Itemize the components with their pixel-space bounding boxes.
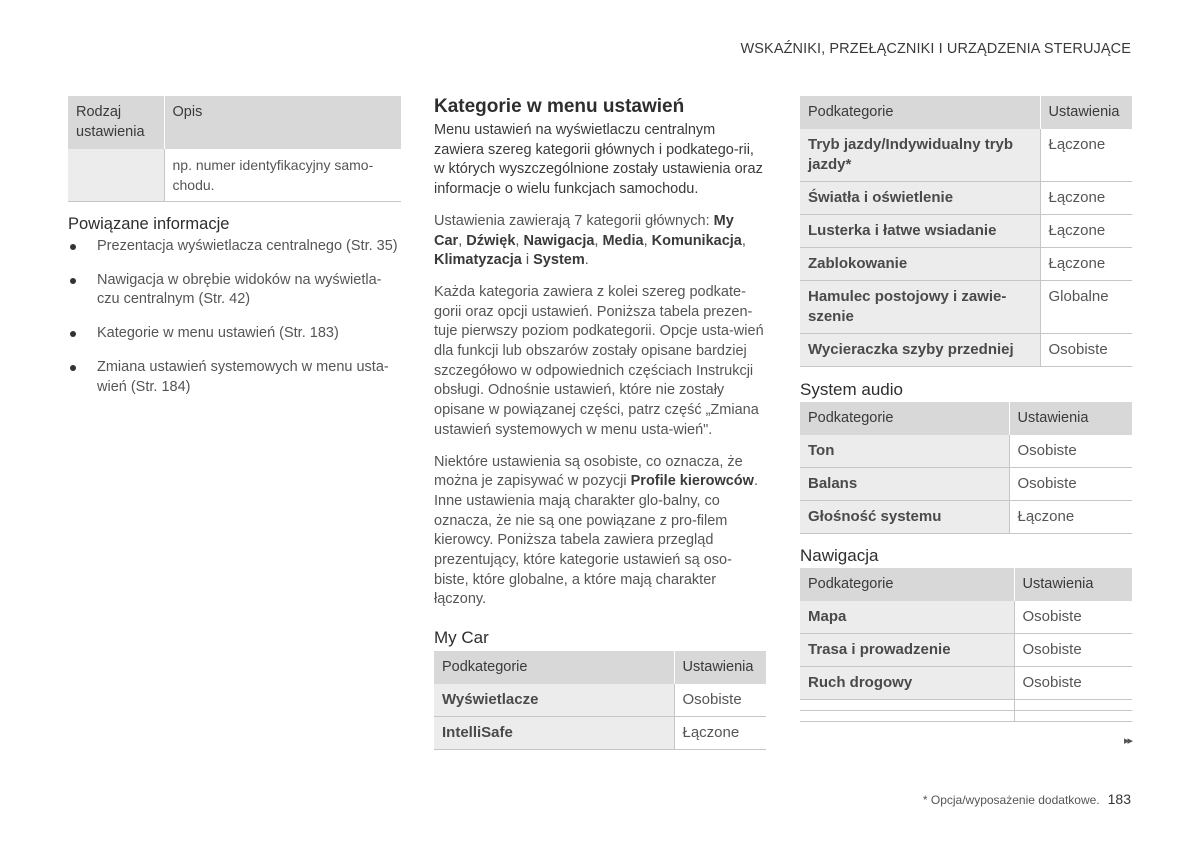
settings-cell: Osobiste (1014, 601, 1132, 634)
category-sound: Dźwięk (466, 232, 516, 249)
table-header-settings: Ustawienia (1009, 402, 1132, 435)
table-header-row (800, 402, 1132, 435)
subcategory-cell: IntelliSafe (434, 717, 674, 750)
subcategory-cell: Hamulec postojowy i zawie-szenie (800, 281, 1040, 334)
audio-heading: System audio (800, 380, 903, 399)
list-item[interactable] (68, 324, 401, 344)
table-header-settings: Ustawienia (1014, 568, 1132, 601)
subcategory-cell: Trasa i prowadzenie (800, 634, 1014, 667)
table-header-subcategory: Podkategorie (800, 402, 1009, 435)
table-row (434, 684, 766, 717)
right-column (800, 96, 1132, 722)
my-car-table (434, 651, 766, 750)
settings-cell: Osobiste (1014, 634, 1132, 667)
table-header-settings: Ustawienia (674, 651, 766, 684)
subcategory-cell (800, 711, 1014, 722)
settings-cell: Łączone (674, 717, 766, 750)
settings-cell: Osobiste (1009, 468, 1132, 501)
table-header-settings: Ustawienia (1040, 96, 1132, 129)
page-number: 183 (1107, 791, 1131, 807)
settings-cell: Łączone (1040, 215, 1132, 248)
table-row (800, 700, 1132, 711)
table-row (800, 435, 1132, 468)
category-communication: Komunikacja (651, 232, 742, 249)
table-row (800, 334, 1132, 367)
settings-cell: Osobiste (1040, 334, 1132, 367)
table-row (434, 717, 766, 750)
subcategory-cell (800, 700, 1014, 711)
subcategory-cell: Wycieraczka szyby przedniej (800, 334, 1040, 367)
left-column (68, 96, 401, 411)
category-system: System (533, 252, 585, 269)
page-footer (923, 791, 1131, 807)
settings-cell: Osobiste (674, 684, 766, 717)
table-row (800, 182, 1132, 215)
table-row (800, 711, 1132, 722)
table-row (800, 667, 1132, 700)
related-link[interactable]: Prezentacja wyświetlacza centralnego (Str. 35) (97, 238, 398, 254)
subcategory-cell: Ton (800, 435, 1009, 468)
middle-column (434, 96, 766, 750)
profiles-paragraph: Niektóre ustawienia są osobiste, co oznacza, że można je zapisywać w pozycji Profile kierowców. Inne ustawienia mają charakter glo-balny, co oznacza, że nie są one powiązane z pro-filem kierowcy. Poniższa tabela zawiera przegląd prezentujący, które kategorie ustawień są oso-biste, które globalne, a które mają charakter łączony. (434, 453, 758, 608)
subcategory-cell: Lusterka i łatwe wsiadanie (800, 215, 1040, 248)
bullet-icon (70, 244, 76, 250)
bullet-icon (70, 365, 76, 371)
related-info-heading: Powiązane informacje (68, 215, 230, 233)
category-navigation: Nawigacja (523, 232, 595, 249)
table-header-subcategory: Podkategorie (434, 651, 674, 684)
table-header-row (434, 651, 766, 684)
section-title: Kategorie w menu ustawień (434, 96, 685, 117)
driver-profiles-term: Profile kierowców (630, 473, 754, 490)
related-link[interactable]: Zmiana ustawień systemowych w menu usta-wień (Str. 184) (97, 358, 389, 395)
navigation-table (800, 568, 1132, 722)
category-my-car: My Car (434, 212, 734, 249)
table-row (800, 281, 1132, 334)
lead-paragraph: Menu ustawień na wyświetlaczu centralnym zawiera szereg kategorii głównych i podkatego-rii, w których wyszczególnione zostały ustawienia oraz informacje o wielu funkcjach samochodu. (434, 122, 763, 198)
table-cell-type (68, 149, 164, 202)
table-header-type: Rodzaj ustawienia (68, 96, 164, 149)
table-row (800, 215, 1132, 248)
table-row (800, 634, 1132, 667)
settings-cell: Łączone (1009, 501, 1132, 534)
table-header-row (68, 96, 401, 149)
list-item[interactable] (68, 358, 401, 397)
related-link[interactable]: Nawigacja w obrębie widoków na wyświetla-czu centralnym (Str. 42) (97, 271, 382, 308)
settings-cell: Osobiste (1014, 667, 1132, 700)
continue-arrow-icon: ▸▸ (1123, 735, 1131, 747)
table-cell-description: np. numer identyfikacyjny samo-chodu. (164, 149, 401, 202)
settings-type-table (68, 96, 401, 202)
subcategories-paragraph: Każda kategoria zawiera z kolei szereg podkate-gorii oraz opcji ustawień. Poniższa tabela prezen-tuje pierwszy poziom podkategorii. Opcje usta-wień dla funkcji lub obszarów zostały opisane bardziej szczegółowo w odpowiednich częściach Instrukcji obsługi. Odnośnie ustawień, które nie zostały opisane w powiązanej części, patrz część „Zmiana ustawień systemowych w menu usta-wień". (434, 283, 764, 438)
subcategory-cell: Światła i oświetlenie (800, 182, 1040, 215)
my-car-continued-table (800, 96, 1132, 367)
table-header-row (800, 568, 1132, 601)
settings-cell: Łączone (1040, 248, 1132, 281)
subcategory-cell: Ruch drogowy (800, 667, 1014, 700)
settings-cell: Globalne (1040, 281, 1132, 334)
subcategory-cell: Głośność systemu (800, 501, 1009, 534)
subcategory-cell: Zablokowanie (800, 248, 1040, 281)
audio-table (800, 402, 1132, 534)
table-header-description: Opis (164, 96, 401, 149)
related-link[interactable]: Kategorie w menu ustawień (Str. 183) (97, 325, 339, 342)
list-item[interactable] (68, 237, 401, 257)
settings-cell: Łączone (1040, 182, 1132, 215)
table-row (800, 468, 1132, 501)
bullet-icon (70, 331, 76, 337)
table-row (68, 149, 401, 202)
subcategory-cell: Wyświetlacze (434, 684, 674, 717)
table-row (800, 601, 1132, 634)
table-header-subcategory: Podkategorie (800, 568, 1014, 601)
my-car-heading: My Car (434, 628, 489, 648)
related-info-list (68, 237, 401, 397)
table-row (800, 248, 1132, 281)
table-header-row (800, 96, 1132, 129)
subcategory-cell: Tryb jazdy/Indywidualny tryb jazdy* (800, 129, 1040, 182)
category-media: Media (602, 232, 644, 249)
settings-cell (1014, 700, 1132, 711)
settings-cell: Łączone (1040, 129, 1132, 182)
table-row (800, 129, 1132, 182)
table-header-subcategory: Podkategorie (800, 96, 1040, 129)
running-head: WSKAŹNIKI, PRZEŁĄCZNIKI I URZĄDZENIA STERUJĄCE (740, 41, 1131, 57)
subcategory-cell: Mapa (800, 601, 1014, 634)
settings-cell: Osobiste (1009, 435, 1132, 468)
list-item[interactable] (68, 271, 401, 310)
bullet-icon (70, 278, 76, 284)
footnote: * Opcja/wyposażenie dodatkowe. (922, 793, 1100, 807)
subcategory-cell: Balans (800, 468, 1009, 501)
settings-cell (1014, 711, 1132, 722)
table-row (800, 501, 1132, 534)
categories-paragraph: Ustawienia zawierają 7 kategorii głównych: My Car, Dźwięk, Nawigacja, Media, Komunikacja, Klimatyzacja i System. (434, 212, 746, 269)
category-climate: Klimatyzacja (434, 252, 522, 269)
navigation-heading: Nawigacja (800, 546, 879, 565)
